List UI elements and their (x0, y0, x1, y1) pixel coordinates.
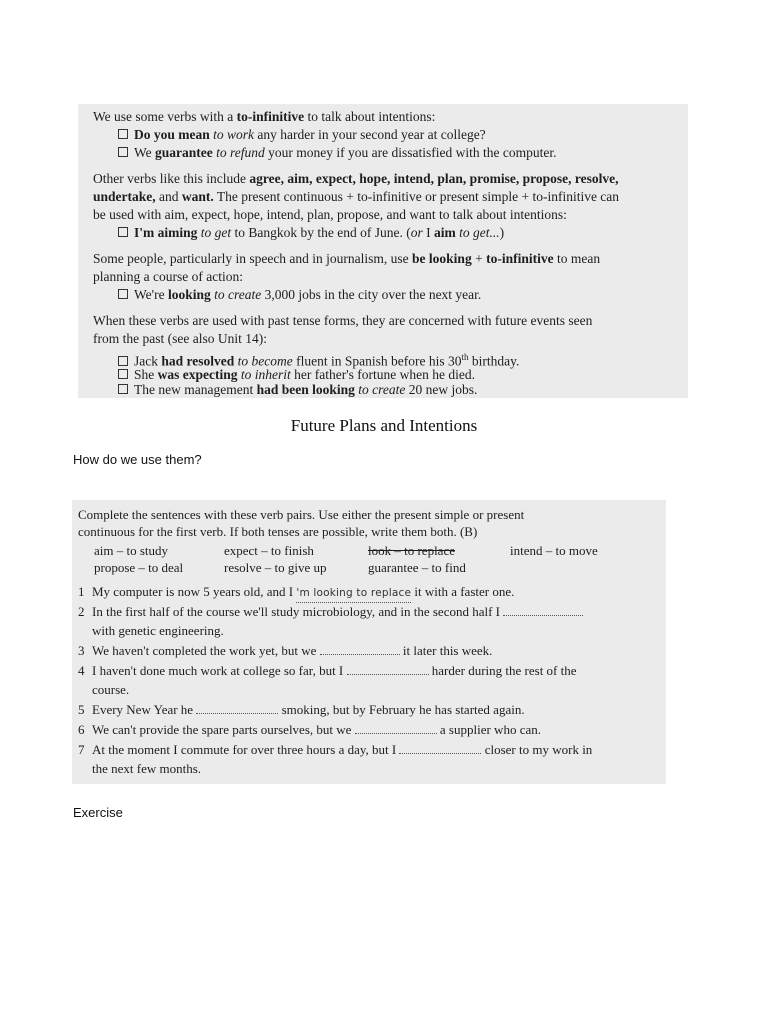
checkbox-icon (118, 289, 128, 299)
instruction-line: Complete the sentences with these verb pairs. Use either the present simple or present (78, 507, 525, 522)
paragraph-line: from the past (see also Unit 14): (93, 331, 267, 346)
example-line: I'm aiming to get to Bangkok by the end of June. (or I aim to get...) (118, 224, 504, 242)
paragraph-line: When these verbs are used with past tense forms, they are concerned with future events seen (93, 313, 593, 328)
caption-exercise: Exercise (73, 805, 123, 820)
verb-pair: guarantee – to find (368, 560, 466, 575)
page-title: Future Plans and Intentions (290, 416, 478, 435)
checkbox-icon (118, 356, 128, 366)
exercise-sentence: with genetic engineering. (92, 623, 224, 638)
example-line: Do you mean to work any harder in your second year at college? (118, 126, 486, 144)
instruction-line: continuous for the first verb. If both tenses are possible, write them both. (B) (78, 524, 478, 539)
checkbox-icon (118, 147, 128, 157)
verb-pair: propose – to deal (94, 560, 184, 575)
example-line: We guarantee to refund your money if you are dissatisfied with the computer. (118, 144, 556, 162)
example-line: The new management had been looking to create 20 new jobs. (118, 381, 477, 399)
exercise-sentence: 4 I haven't done much work at college so far, but I harder during the rest of the (78, 663, 577, 678)
exercise-sentence: 3 We haven't completed the work yet, but we it later this week. (78, 643, 493, 658)
checkbox-icon (118, 227, 128, 237)
paragraph-line: planning a course of action: (93, 269, 243, 284)
answer-blank[interactable] (355, 723, 437, 734)
caption-how-to-use: How do we use them? (73, 452, 202, 467)
answer-blank[interactable] (196, 703, 278, 714)
verb-pair: expect – to finish (224, 543, 314, 558)
exercise-sentence: course. (92, 682, 130, 697)
exercise-sentence: 2 In the first half of the course we'll study microbiology, and in the second half I (78, 603, 583, 620)
example-line: She was expecting to inherit her father's fortune when he died. (118, 366, 475, 384)
paragraph-line: Some people, particularly in speech and in journalism, use be looking + to-infinitive to mean (93, 251, 601, 266)
paragraph-line: undertake, and want. The present continuous + to-infinitive or present simple + to-infinitive can (93, 189, 620, 204)
exercise-sentence: the next few months. (92, 761, 202, 776)
checkbox-icon (118, 384, 128, 394)
example-line: We're looking to create 3,000 jobs in the city over the next year. (118, 286, 481, 304)
verb-pair: intend – to move (510, 543, 598, 558)
answer-blank[interactable] (320, 644, 400, 655)
paragraph-line: Other verbs like this include agree, aim, expect, hope, intend, plan, promise, propose, resolve, (93, 171, 619, 186)
verb-pair: resolve – to give up (224, 560, 327, 575)
intro-line: We use some verbs with a to-infinitive to talk about intentions: (93, 109, 436, 124)
exercise-sentence: 6 We can't provide the spare parts ourselves, but we a supplier who can. (78, 722, 541, 737)
exercise-sentence: 1 My computer is now 5 years old, and I 'm looking to replace it with a faster one. (78, 583, 514, 603)
answer-blank[interactable] (347, 664, 429, 675)
checkbox-icon (118, 129, 128, 139)
paragraph-line: be used with aim, expect, hope, intend, plan, propose, and want to talk about intentions: (93, 207, 567, 222)
answer-blank[interactable] (399, 743, 481, 754)
grammar-explanation-box (78, 104, 688, 398)
checkbox-icon (118, 369, 128, 379)
exercise-box (72, 500, 666, 784)
verb-pair-used: look – to replace (368, 543, 455, 558)
verb-pair: aim – to study (94, 543, 169, 558)
answer-blank[interactable] (503, 605, 583, 616)
example-line: Jack had resolved to become fluent in Spanish before his 30th birthday. (118, 348, 519, 371)
exercise-sentence: 7 At the moment I commute for over three hours a day, but I closer to my work in (78, 742, 593, 757)
exercise-sentence: 5 Every New Year he smoking, but by February he has started again. (78, 702, 525, 717)
handwritten-answer: 'm looking to replace (296, 585, 411, 603)
